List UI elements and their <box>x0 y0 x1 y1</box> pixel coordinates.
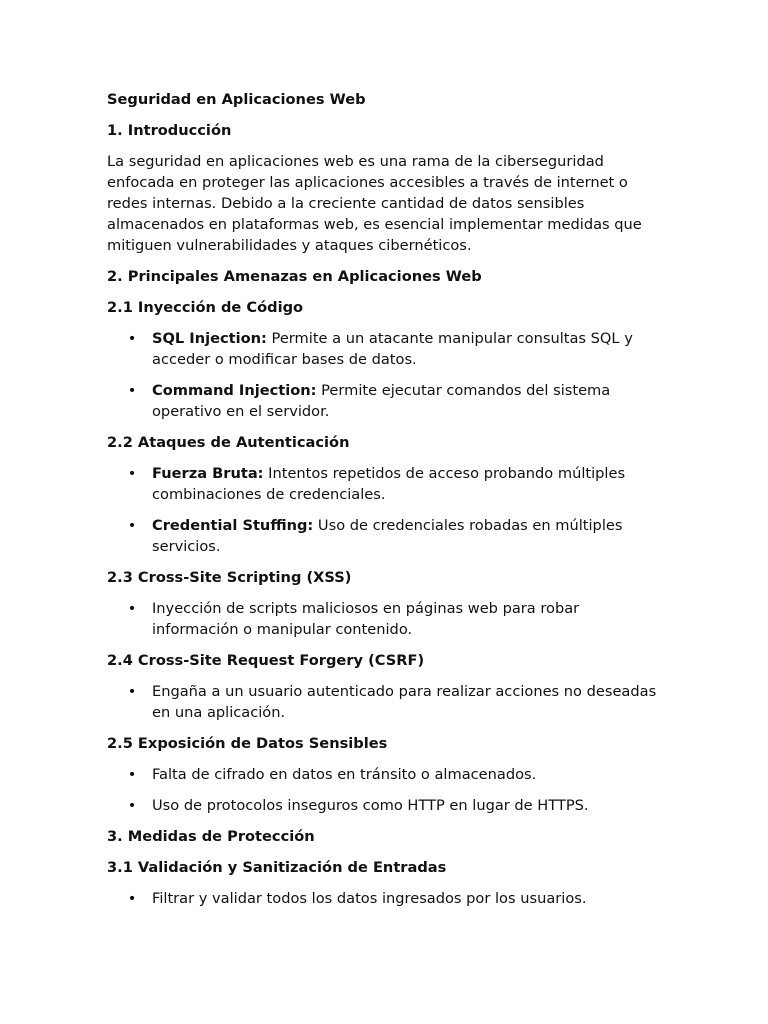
bullet-icon: • <box>127 517 137 534</box>
section-2-3-heading: 2.3 Cross-Site Scripting (XSS) <box>107 569 352 586</box>
list-item-term: Command Injection: <box>152 382 317 399</box>
list-item <box>107 888 667 909</box>
section-3-1-list <box>107 888 667 909</box>
list-item-term: SQL Injection: <box>152 330 267 347</box>
bullet-icon: • <box>127 382 137 399</box>
list-item-text: Engaña a un usuario autenticado para realizar acciones no deseadas en una aplicación. <box>152 683 657 721</box>
section-2-5-heading: 2.5 Exposición de Datos Sensibles <box>107 735 388 752</box>
document-title: Seguridad en Aplicaciones Web <box>107 91 366 108</box>
list-item <box>107 598 667 640</box>
list-item <box>107 681 667 723</box>
list-item <box>107 515 667 557</box>
section-2-3-list <box>107 598 667 640</box>
section-2-4-heading: 2.4 Cross-Site Request Forgery (CSRF) <box>107 652 425 669</box>
list-item <box>107 328 667 370</box>
bullet-icon: • <box>127 600 137 617</box>
bullet-icon: • <box>127 465 137 482</box>
section-1-heading: 1. Introducción <box>107 122 232 139</box>
list-item-text: Permite ejecutar comandos del sistema operativo en el servidor. <box>152 382 611 420</box>
bullet-icon: • <box>127 766 137 783</box>
section-3-heading: 3. Medidas de Protección <box>107 828 315 845</box>
list-item-text: Permite a un atacante manipular consultas SQL y acceder o modificar bases de datos. <box>152 330 633 368</box>
bullet-icon: • <box>127 330 137 347</box>
list-item-term: Fuerza Bruta: <box>152 465 264 482</box>
introduction-paragraph: La seguridad en aplicaciones web es una rama de la ciberseguridad enfocada en proteger las aplicaciones accesibles a través de internet o redes internas. Debido a la creciente cantidad de datos sensibles almacenados en plataformas web, es esencial implementar medidas que mitiguen vulnerabilidades y ataques cibernéticos. <box>107 153 642 254</box>
list-item <box>107 463 667 505</box>
bullet-icon: • <box>127 797 137 814</box>
list-item-text: Filtrar y validar todos los datos ingresados por los usuarios. <box>152 890 587 907</box>
list-item <box>107 795 667 816</box>
section-2-2-heading: 2.2 Ataques de Autenticación <box>107 434 350 451</box>
document-page <box>107 89 667 919</box>
section-2-4-list <box>107 681 667 723</box>
section-2-1-heading: 2.1 Inyección de Código <box>107 299 304 316</box>
list-item-text: Intentos repetidos de acceso probando múltiples combinaciones de credenciales. <box>152 465 626 503</box>
section-2-2-list <box>107 463 667 557</box>
bullet-icon: • <box>127 890 137 907</box>
list-item-text: Uso de credenciales robadas en múltiples servicios. <box>152 517 623 555</box>
bullet-icon: • <box>127 683 137 700</box>
section-2-1-list <box>107 328 667 422</box>
section-3-1-heading: 3.1 Validación y Sanitización de Entradas <box>107 859 447 876</box>
list-item-text: Inyección de scripts maliciosos en páginas web para robar información o manipular contenido. <box>152 600 580 638</box>
section-2-5-list <box>107 764 667 816</box>
list-item <box>107 764 667 785</box>
section-2-heading: 2. Principales Amenazas en Aplicaciones Web <box>107 268 482 285</box>
list-item-text: Uso de protocolos inseguros como HTTP en lugar de HTTPS. <box>152 797 589 814</box>
list-item <box>107 380 667 422</box>
list-item-text: Falta de cifrado en datos en tránsito o almacenados. <box>152 766 537 783</box>
list-item-term: Credential Stuffing: <box>152 517 314 534</box>
